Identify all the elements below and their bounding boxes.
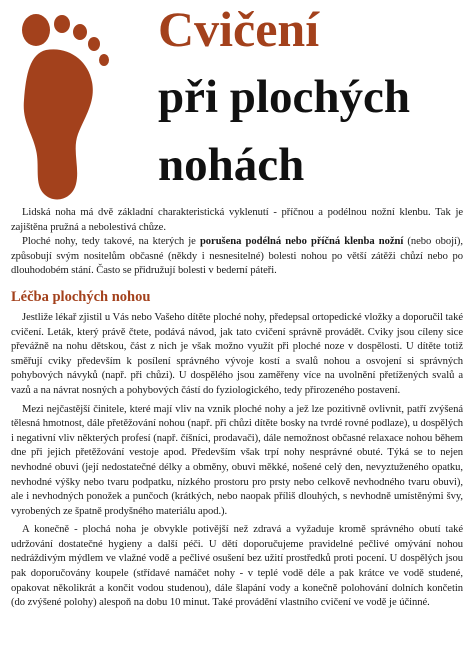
title-line-3: nohách — [158, 139, 305, 191]
intro-paragraph-2 — [11, 235, 463, 279]
section-heading: Léčba plochých nohou — [11, 288, 151, 305]
section-paragraph-3: A konečně - plochá noha je obvykle potivější než zdravá a vyžaduje kromě správného obutí také udržování dostatečné hygieny a další péči. U dětí doporučujeme pravidelné pečlivé omývání nohou nedráždivým mýdlem ve vlažné vodě a pečlivé osušení bez užití prostředků proti pocení. U dospělých jsou pak doporučovány koupele (střídavé namáčet nohy - v teplé vodě déle a pak krátce ve vodě studené, opakovat několikrát a končit vodou studenou), dále šlapání vody a konečně polohování dolních končetin (do zvýšené polohy) alespoň na dobu 10 minut. Také provádění vlastního cvičení ve vodě je účinné. — [11, 524, 463, 609]
section-paragraph-1: Jestliže lékař zjistil u Vás nebo Vašeho dítěte ploché nohy, předepsal ortopedické vložky a doporučil také cvičení. Leták, který právě čtete, podává návod, jak tato cvičení správně provádět. Cviky jsou cíleny sice převážně na nohu dětskou, část z nich je však možno využít při ploché noze v dospělosti. U dítěte totiž směřují cviky především k posílení správného vývoje kostí a svalů nohou a osvojení si správných pohybových návyků (např. při chůzi). U dospělého jsou zaměřeny více na uvolnění přetížených svalů a vazů a na návrat nosných a pohybových částí do fyziologického, tedy přirozeného postavení. — [11, 311, 463, 396]
intro-p2-end: (nebo obojí), způsobují svým nositelům občasné (někdy i nesnesitelné) bolesti nohou po větší zátěži chůzí nebo po dlouhodobém stání. Často se přidružují bolesti v bederní páteři. — [11, 236, 464, 277]
intro-p2-start: Ploché nohy, tedy takové, na kterých je — [22, 236, 200, 248]
article-body — [11, 206, 463, 611]
footprint-icon — [6, 6, 124, 206]
intro-p2-emphasis: porušena podélná nebo příčná klenba nožní — [199, 236, 404, 248]
title-line-2: při plochých — [158, 71, 411, 123]
title-line-1: Cvičení — [158, 1, 320, 57]
section-paragraph-2: Mezi nejčastější činitele, které mají vliv na vznik ploché nohy a jež lze pozitivně ovlivnit, patří zvýšená tělesná hmotnost, dále přetěžování nohou (např. při chůzi dítěte bosky na tvrdé rovné podlaze), u dospělých i negativní vliv některých profesí (např. číšníci, prodavači), dále nemožnost občasné relaxace nohou během dne při jejich přetěžování vestoje apod. Především však trpí nohy nesprávné obuté. Týká se to nejen nevhodné obuvi (její nedostatečné délky a obměny, obuvi měkké, nošené celý den, nevyztuženého opatku, nevhodné výšky nebo tvaru podpatku, nízkého prostoru pro prsty nebo celkově nevhodného tvaru obuvi), ale i nevhodných ponožek a punčoch (krátkých, nebo naopak příliš dlouhých, s nevhodně umístěnými švy, vyrobených ze špatně prodyšného materiálu apod.). — [11, 403, 463, 517]
intro-paragraph-1: Lidská noha má dvě základní charakteristická vyklenutí - příčnou a podélnou nožní klenbu. Tak je zajištěna pružná a nebolestivá chůze. — [11, 207, 463, 233]
